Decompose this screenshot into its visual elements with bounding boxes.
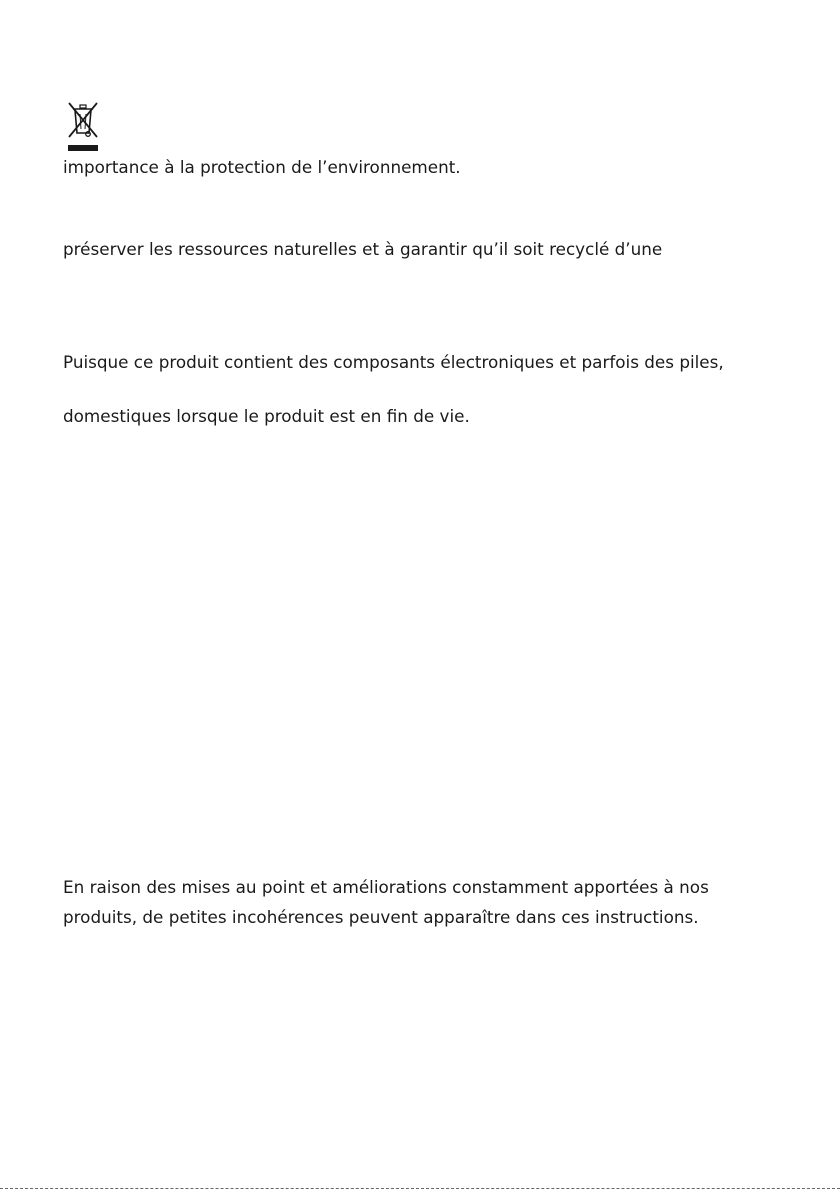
recycling-text-line-1: importance à la protection de l’environnement. [63,157,461,177]
crossed-out-wheelie-bin-icon [66,100,100,156]
recycling-text-line-3: Puisque ce produit contient des composants électroniques et parfois des piles, [63,352,724,372]
page-bottom-rule [0,1188,840,1189]
notice-text-line-1: En raison des mises au point et améliorations constamment apportées à nos [63,877,709,897]
recycling-text-line-2: préserver les ressources naturelles et à garantir qu’il soit recyclé d’une [63,239,663,259]
recycling-text-line-4: domestiques lorsque le produit est en fin de vie. [63,406,470,426]
notice-text-line-2: produits, de petites incohérences peuvent apparaître dans ces instructions. [63,907,699,927]
